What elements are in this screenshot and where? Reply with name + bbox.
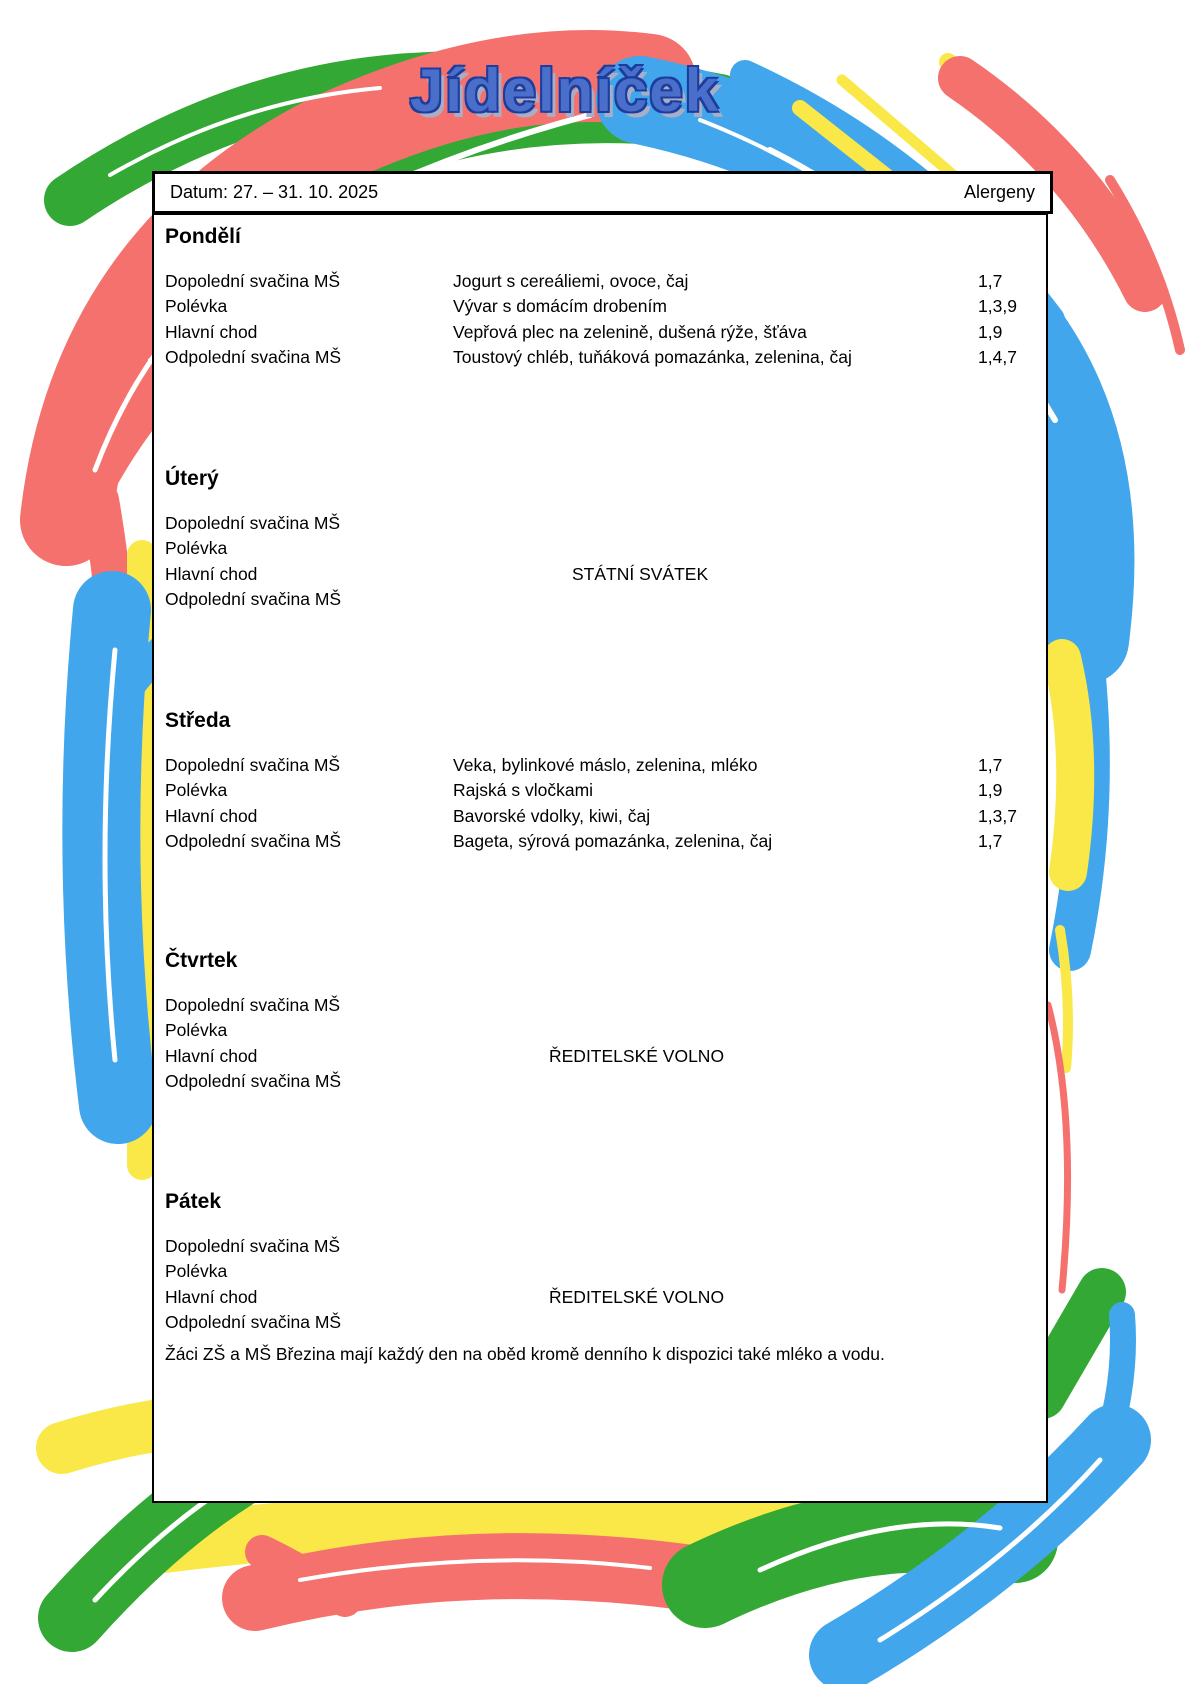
menu-row [165,1234,1038,1259]
dish-name: Veka, bylinkové máslo, zelenina, mléko [453,755,758,775]
menu-row [165,804,1038,829]
day-heading: Pondělí [165,225,241,248]
allergen-codes: 1,3,9 [978,296,1017,317]
meal-type-label: Dopolední svačina MŠ [165,755,341,775]
day-section-streda [154,707,1046,854]
dish-name [453,536,978,561]
menu-row [165,294,1038,319]
day-section-ctvrtek [154,947,1046,1094]
menu-box [152,213,1048,1503]
menu-row [165,1044,1038,1069]
meal-type-label: Polévka [165,780,228,801]
dish-name [453,1310,978,1335]
allergen-codes: 1,7 [978,830,1003,851]
dish-name: Rajská s vločkami [453,780,594,801]
meal-type-label: Hlavní chod [165,805,258,826]
menu-row [165,1310,1038,1335]
menu-row [165,587,1038,612]
allergen-codes [978,587,1038,612]
allergen-codes [978,562,1038,587]
menu-row [165,1018,1038,1043]
meal-type-label: Hlavní chod [165,1286,258,1307]
right-side-brush-strokes [1048,658,1075,1290]
holiday-note: ŘEDITELSKÉ VOLNO [549,1045,725,1066]
dish-name [453,1259,978,1284]
meal-type-label: Odpolední svačina MŠ [165,588,342,609]
meal-type-label: Polévka [165,1020,228,1041]
dish-name [453,1234,978,1259]
day-heading: Středa [165,709,231,732]
menu-row [165,1285,1038,1310]
menu-row [165,511,1038,536]
menu-row [165,778,1038,803]
allergen-codes [978,511,1038,536]
menu-row [165,320,1038,345]
allergens-column-header: Alergeny [963,182,1035,202]
meal-type-label: Hlavní chod [165,1045,258,1066]
day-heading: Úterý [165,467,219,490]
date-range: Datum: 27. – 31. 10. 2025 [170,182,379,202]
menu-row [165,536,1038,561]
footer-note: Žáci ZŠ a MŠ Březina mají každý den na oběd kromě denního k dispozici také mléko a vodu. [165,1344,885,1364]
allergen-codes [978,1234,1038,1259]
allergen-codes: 1,4,7 [978,346,1017,367]
menu-row [165,1069,1038,1094]
holiday-note: ŘEDITELSKÉ VOLNO [549,1286,725,1307]
meal-type-label: Hlavní chod [165,321,258,342]
day-heading: Čtvrtek [165,949,238,972]
allergen-codes [978,1069,1038,1094]
menu-row [165,1259,1038,1284]
dish-name: Bavorské vdolky, kiwi, čaj [453,805,651,826]
dish-name [453,587,978,612]
meal-type-label: Odpolední svačina MŠ [165,830,342,851]
dish-name [453,511,978,536]
dish-name [453,1069,978,1094]
menu-row [165,269,1038,294]
allergen-codes [978,1259,1038,1284]
meal-type-label: Dopolední svačina MŠ [165,271,341,291]
allergen-codes: 1,7 [978,271,1003,291]
menu-row [165,562,1038,587]
allergen-codes: 1,9 [978,780,1003,801]
allergen-codes [978,993,1038,1018]
allergen-codes [978,1285,1038,1310]
dish-name: Bageta, sýrová pomazánka, zelenina, čaj [453,830,773,851]
menu-row [165,993,1038,1018]
meal-type-label: Dopolední svačina MŠ [165,995,341,1015]
meal-type-label: Dopolední svačina MŠ [165,1236,341,1256]
allergen-codes [978,536,1038,561]
meal-type-label: Odpolední svačina MŠ [165,346,342,367]
dish-name: Vývar s domácím drobením [453,296,667,317]
dish-name [453,1018,978,1043]
meal-type-label: Dopolední svačina MŠ [165,513,341,533]
allergen-codes [978,1044,1038,1069]
holiday-note: STÁTNÍ SVÁTEK [572,563,709,584]
dish-name: Jogurt s cereáliemi, ovoce, čaj [453,271,689,291]
meal-type-label: Odpolední svačina MŠ [165,1070,342,1091]
page-title: Jídelníček [409,57,721,124]
meal-type-label: Polévka [165,538,228,559]
allergen-codes [978,1310,1038,1335]
menu-row [165,829,1038,854]
allergen-codes: 1,3,7 [978,805,1017,826]
allergen-codes: 1,7 [978,755,1003,775]
allergen-codes: 1,9 [978,321,1003,342]
meal-type-label: Hlavní chod [165,563,258,584]
day-section-utery [154,465,1046,612]
dish-name [453,993,978,1018]
meal-type-label: Polévka [165,296,228,317]
header-bar [152,171,1053,214]
meal-type-label: Polévka [165,1261,228,1282]
allergen-codes [978,1018,1038,1043]
menu-row [165,345,1038,370]
dish-name: Vepřová plec na zelenině, dušená rýže, šťáva [453,321,807,342]
menu-row [165,753,1038,778]
day-heading: Pátek [165,1190,222,1213]
dish-name: Toustový chléb, tuňáková pomazánka, zelenina, čaj [453,346,852,367]
meal-type-label: Odpolední svačina MŠ [165,1311,342,1332]
day-section-pondeli [154,223,1046,370]
day-section-patek [154,1188,1046,1335]
